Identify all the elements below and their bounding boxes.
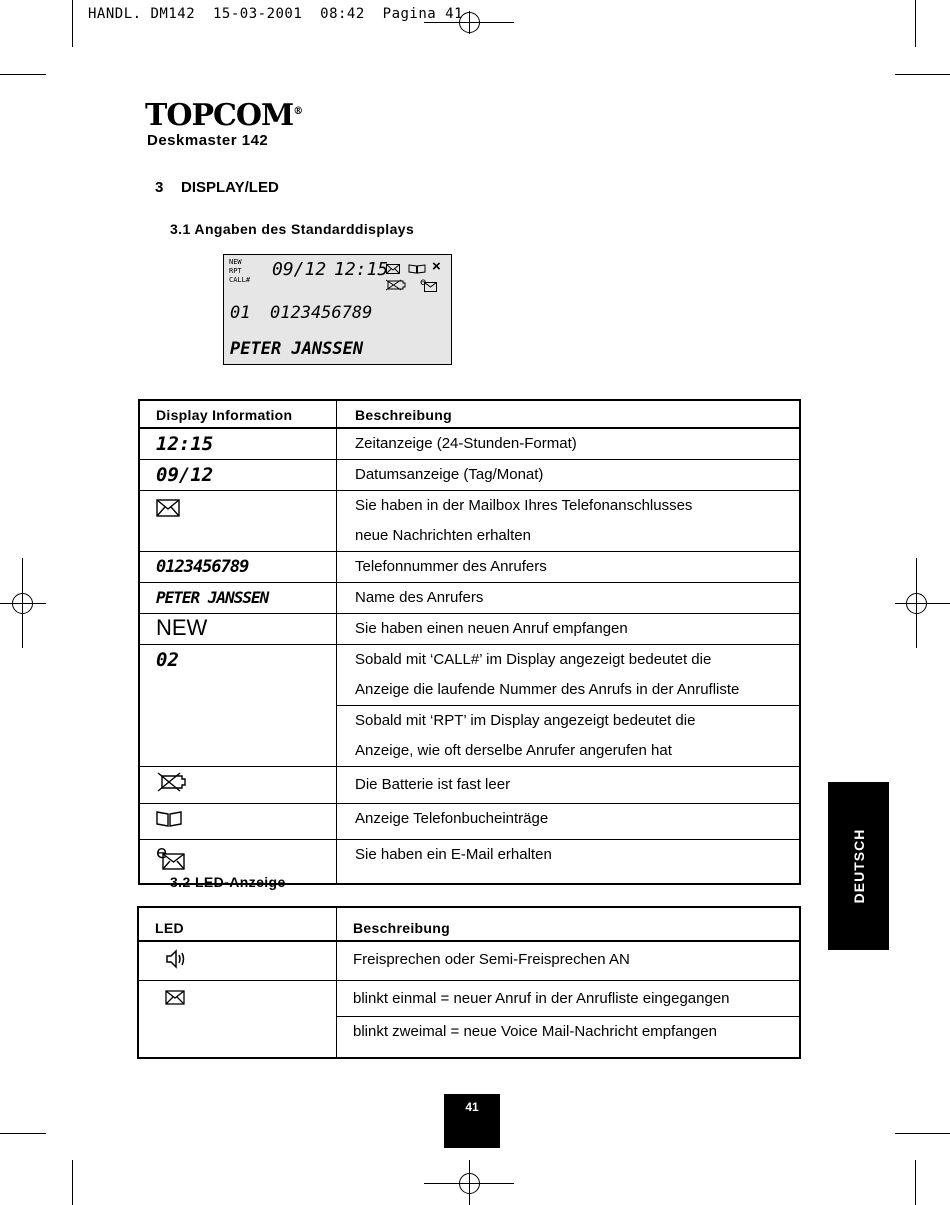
symbol-mail: [139, 491, 337, 552]
email-icon: [156, 844, 186, 872]
table-row: [138, 981, 800, 1017]
symbol-battery: [139, 767, 337, 804]
desc-name: Name des Anrufers: [337, 583, 801, 614]
desc-new: Sie haben einen neuen Anruf empfangen: [337, 614, 801, 645]
phonebook-icon: [156, 810, 182, 828]
table-row: [139, 460, 800, 491]
led-desc-speaker: Freisprechen oder Semi-Freisprechen AN: [337, 941, 801, 981]
lcd-indicator-new: NEW: [229, 258, 242, 266]
table-row: [139, 428, 800, 460]
envelope-icon: [386, 264, 400, 274]
desc-counter-rpt: Sobald mit ‘RPT’ im Display angezeigt bedeutet die Anzeige, wie oft derselbe Anrufer angerufen hat: [337, 706, 801, 767]
symbol-new: NEW: [139, 614, 337, 645]
subsection-led-title: 3.2 LED-Anzeige: [170, 874, 286, 890]
lcd-display: [223, 254, 452, 365]
table-row: [139, 804, 800, 840]
table-row: [138, 941, 800, 981]
brand-logo: TOPCOM®: [145, 98, 303, 133]
lcd-index: 01: [230, 303, 251, 323]
lcd-phone: 0123456789: [270, 303, 373, 323]
page-number: 41: [444, 1094, 500, 1148]
column-header: Beschreibung: [337, 400, 801, 428]
symbol-phone: 0123456789: [139, 552, 337, 583]
table-row: [139, 614, 800, 645]
desc-book: Anzeige Telefonbucheinträge: [337, 804, 801, 840]
crop-mark: [915, 1160, 916, 1205]
lcd-indicator-call: CALL#: [229, 276, 251, 284]
lcd-time: 12:15: [334, 259, 389, 280]
table-row: [139, 583, 800, 614]
led-symbol-mail: [138, 981, 337, 1059]
column-header: LED: [138, 907, 337, 941]
symbol-name: PETER JANSSEN: [139, 583, 337, 614]
crop-mark: [72, 0, 73, 47]
column-header: Beschreibung: [337, 907, 801, 941]
battery-low-icon: [384, 279, 406, 291]
crop-mark: [72, 1160, 73, 1205]
lcd-name: PETER JANSSEN: [230, 339, 364, 359]
led-table: [137, 906, 801, 1059]
section-title: 3 DISPLAY/LED: [155, 179, 279, 196]
crop-mark: [895, 74, 950, 75]
crop-mark: [915, 0, 916, 47]
desc-date: Datumsanzeige (Tag/Monat): [337, 460, 801, 491]
table-row: [139, 491, 800, 552]
table-row: [139, 645, 800, 706]
language-tab: DEUTSCH: [828, 782, 889, 950]
email-icon: [420, 277, 438, 293]
desc-email: Sie haben ein E-Mail erhalten: [337, 840, 801, 885]
led-desc-mail-once: blinkt einmal = neuer Anruf in der Anrufliste eingegangen: [337, 981, 801, 1017]
table-header-row: [138, 907, 800, 941]
model-name: Deskmaster 142: [147, 132, 269, 149]
display-info-table: [138, 399, 801, 885]
registration-mark: [458, 1172, 481, 1195]
lcd-date: 09/12: [272, 259, 327, 280]
symbol-counter: 02: [139, 645, 337, 767]
table-header-row: [139, 400, 800, 428]
led-symbol-speaker: [138, 941, 337, 981]
symbol-book: [139, 804, 337, 840]
symbol-date: 09/12: [139, 460, 337, 491]
phonebook-icon: [408, 264, 426, 274]
desc-phone: Telefonnummer des Anrufers: [337, 552, 801, 583]
print-header: HANDL. DM142 15-03-2001 08:42 Pagina 41: [88, 6, 464, 22]
subsection-display-title: 3.1 Angaben des Standarddisplays: [170, 221, 415, 237]
envelope-icon: [156, 499, 180, 517]
crop-mark: [895, 1133, 950, 1134]
desc-mail: Sie haben in der Mailbox Ihres Telefonanschlusses neue Nachrichten erhalten: [337, 491, 801, 552]
column-header: Display Information: [139, 400, 337, 428]
symbol-time: 12:15: [139, 428, 337, 460]
speaker-icon: [165, 949, 189, 969]
registration-mark: [11, 592, 34, 615]
table-row: [139, 767, 800, 804]
crop-mark: [0, 74, 46, 75]
led-desc-mail-twice: blinkt zweimal = neue Voice Mail-Nachricht empfangen: [337, 1017, 801, 1059]
registration-mark: [905, 592, 928, 615]
battery-low-icon: [156, 772, 188, 792]
close-x-icon: ×: [432, 258, 441, 275]
desc-counter-call: Sobald mit ‘CALL#’ im Display angezeigt bedeutet die Anzeige die laufende Nummer des Anrufs in der Anrufliste: [337, 645, 801, 706]
crop-mark: [0, 1133, 46, 1134]
svg-text:e: e: [420, 277, 427, 288]
envelope-icon: [165, 990, 185, 1005]
lcd-indicator-rpt: RPT: [229, 267, 242, 275]
desc-time: Zeitanzeige (24-Stunden-Format): [337, 428, 801, 460]
svg-text:e: e: [156, 844, 168, 863]
table-row: [139, 552, 800, 583]
desc-battery: Die Batterie ist fast leer: [337, 767, 801, 804]
